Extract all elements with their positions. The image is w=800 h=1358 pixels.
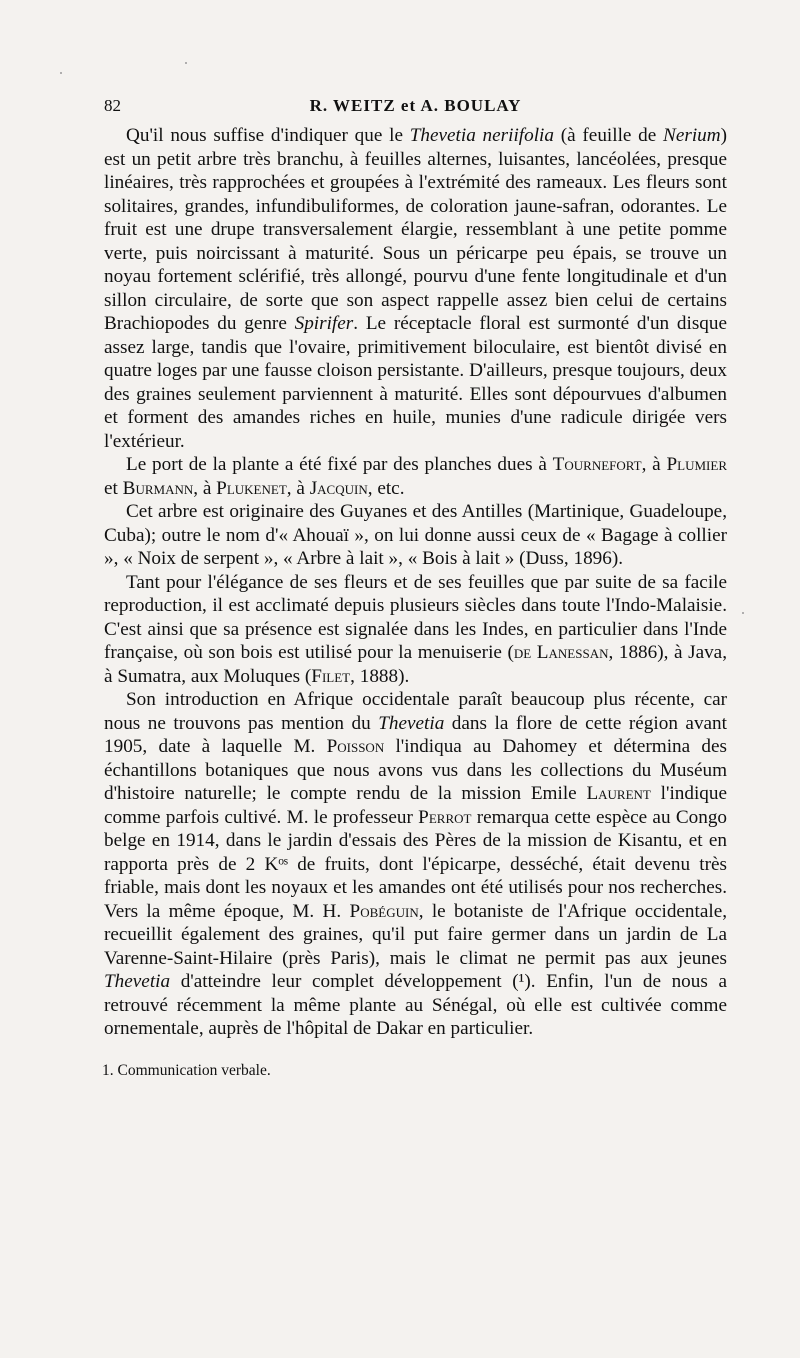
- footnote: [102, 1061, 727, 1081]
- paragraph-africa: [104, 688, 727, 1041]
- text-run: , 1886), à Java, à Sumatra, aux Moluques (: [104, 642, 727, 687]
- text-run: , 1888).: [350, 665, 410, 687]
- author-name: Plumier: [666, 454, 727, 475]
- text-run: remarqua cette espèce au Congo belge en 1914, dans le jardin d'essais des Pères de la mission de Kisantu, et en rapporta près de 2 Kᵒˢ de fruits, dont l'épicarpe, desséché, était devenu très friable, mais dont les noyaux et les amandes ont été utilisés pour nos recherches. Vers la même époque, M. H.: [104, 806, 728, 922]
- text-run: et: [104, 477, 123, 499]
- italic-term: Spirifer: [294, 313, 354, 334]
- running-head: R. WEITZ et A. BOULAY: [309, 96, 522, 115]
- author-name: Jacquin: [309, 477, 368, 499]
- text-run: , à: [193, 477, 217, 499]
- text-run: dans la flore de cette région avant 1905, date à laquelle M.: [104, 712, 727, 757]
- italic-term: Thevetia: [378, 712, 445, 734]
- text-run: d'atteindre leur complet développement (¹). Enfin, l'un de nous a retrouvé récemment la même plante au Sénégal, où elle est cultivée comme ornementale, auprès de l'hôpital de Dakar en particulier.: [104, 971, 727, 1039]
- speck: [742, 612, 744, 614]
- paragraph-description: [104, 124, 727, 453]
- text-run: (à feuille de: [553, 125, 664, 146]
- speck: [185, 62, 187, 64]
- author-name: Poisson: [326, 736, 385, 757]
- footnote-marker: 1.: [102, 1061, 114, 1079]
- paragraph-acclimatization: [104, 571, 727, 689]
- text-run: Son introduction en Afrique occidentale paraît beaucoup plus récente, car nous ne trouvons pas mention du: [104, 689, 727, 734]
- author-name: de Lanessan: [513, 642, 609, 663]
- italic-term: Thevetia neriifolia: [409, 125, 554, 146]
- page: [104, 96, 727, 1081]
- author-name: Burmann: [122, 477, 194, 499]
- text-run: , etc.: [367, 477, 405, 499]
- text-run: Cet arbre est originaire des Guyanes et des Antilles (Martinique, Guadeloupe, Cuba); outre le nom d'« Ahouaï », on lui donne aussi ceux de « Bagage à collier », « Noix de serpent », « Arbre à lait », « Bois à lait » (Duss, 1896).: [104, 501, 727, 569]
- text-run: , le botaniste de l'Afrique occidentale, recueillit également des graines, qu'il put faire germer dans un jardin de La Varenne-Saint-Hilaire (près Paris), mais le climat ne permit pas aux jeunes: [104, 900, 728, 969]
- author-name: Tournefort: [552, 454, 642, 475]
- page-number: 82: [104, 96, 121, 115]
- body-text: [104, 124, 727, 1041]
- author-name: Perrot: [418, 806, 472, 828]
- author-name: Plukenet: [216, 477, 287, 499]
- author-name: Laurent: [586, 783, 651, 804]
- paragraph-origin: [104, 500, 727, 571]
- text-run: . Le réceptacle floral est surmonté d'un disque assez large, tandis que l'ovaire, primitivement biloculaire, est bientôt divisé en quatre loges par une fausse cloison persistante. D'ailleurs, presque toujours, deux des graines seulement parviennent à maturité. Elles sont dépourvues d'albumen et forment des amandes riches en huile, munies d'une radicule dirigée vers l'extérieur.: [104, 313, 727, 452]
- text-run: , à: [641, 454, 667, 475]
- text-run: ) est un petit arbre très branchu, à feuilles alternes, luisantes, lancéolées, presque linéaires, très rapprochées et groupées à l'extrémité des rameaux. Les fleurs sont solitaires, grandes, infundibuliformes, de coloration jaune-safran, odorantes. Le fruit est une drupe transversalement élargie, ressemblant à une petite pomme verte, puis noircissant à maturité. Sous un péricarpe peu épais, se trouve un noyau fortement sclérifié, très allongé, pourvu d'une fente longitudinale et d'un sillon circulaire, de sorte que son aspect rappelle assez bien celui de certains Brachiopodes du genre: [104, 125, 727, 334]
- text-run: , à: [286, 477, 310, 499]
- text-run: l'indique comme parfois cultivé. M. le professeur: [104, 783, 727, 828]
- text-run: l'indiqua au Dahomey et détermina des échantillons botaniques que nous avons vus dans les collections du Muséum d'histoire naturelle; le compte rendu de la mission Emile: [104, 736, 727, 804]
- text-run: Tant pour l'élégance de ses fleurs et de ses feuilles que par suite de sa facile reproduction, il est acclimaté depuis plusieurs siècles dans toute l'Indo-Malaisie. C'est ainsi que sa présence est signalée dans les Indes, en particulier dans l'Inde française, où son bois est utilisé pour la menuiserie (: [104, 571, 727, 663]
- text-run: Le port de la plante a été fixé par des planches dues à: [126, 454, 553, 475]
- footnote-text: Communication verbale.: [117, 1061, 271, 1079]
- speck: [60, 72, 62, 74]
- author-name: Filet: [311, 665, 351, 687]
- page-header: [104, 96, 727, 120]
- author-name: Pobéguin: [349, 900, 419, 922]
- italic-term: Thevetia: [104, 971, 171, 992]
- italic-term: Nerium: [663, 125, 721, 146]
- text-run: Qu'il nous suffise d'indiquer que le: [126, 125, 410, 146]
- paragraph-port: [104, 453, 727, 500]
